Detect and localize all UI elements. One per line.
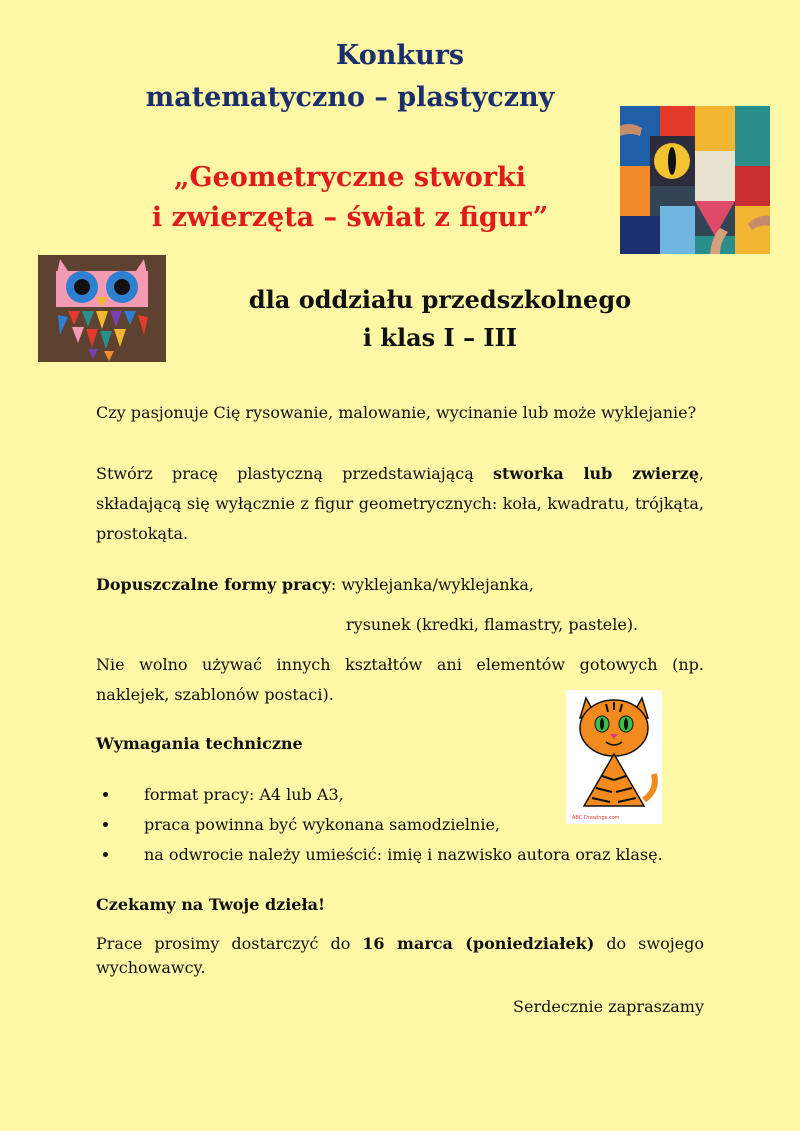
closing-waiting: Czekamy na Twoje dzieła!	[96, 895, 326, 914]
contest-title: Konkurs	[335, 40, 465, 71]
delivery-after: do swojego wychowawcy.	[96, 934, 704, 977]
forms-line	[96, 570, 704, 600]
forms-option1: : wyklejanka/wyklejanka,	[330, 575, 534, 594]
forms-label: Dopuszczalne formy pracy	[96, 575, 331, 594]
theme-title-line2: i zwierzęta – świat z figur”	[151, 202, 549, 233]
delivery-date: 16 marca (poniedziałek)	[362, 934, 595, 953]
audience-line2: i klas I – III	[362, 323, 518, 352]
requirements-title: Wymagania techniczne	[96, 734, 303, 753]
intro-task	[96, 459, 704, 549]
geometric-owl-image	[38, 255, 166, 362]
cat-caption: ABC Drawings.com	[572, 815, 620, 821]
theme-title-line1: „Geometryczne stworki	[173, 162, 526, 193]
restriction-text: Nie wolno używać innych kształtów ani elementów gotowych (np. naklejek, szablonów postaci).	[96, 655, 704, 704]
audience-line1: dla oddziału przedszkolnego	[248, 285, 632, 314]
forms-option2: rysunek (kredki, flamastry, pastele).	[346, 615, 639, 634]
intro-question: Czy pasjonuje Cię rysowanie, malowanie, wycinanie lub może wyklejanie?	[96, 403, 697, 422]
delivery-text	[96, 932, 704, 980]
requirement-item: • na odwrocie należy umieścić: imię i nazwisko autora oraz klasę.	[120, 840, 740, 870]
delivery-before: Prace prosimy dostarczyć do	[96, 934, 363, 953]
requirement-item: • format pracy: A4 lub A3,	[120, 780, 740, 810]
requirement-item: • praca powinna być wykonana samodzielnie,	[120, 810, 740, 840]
intro-task-bold: stworka lub zwierzę	[493, 464, 699, 483]
contest-subtitle: matematyczno – plastyczny	[145, 82, 555, 113]
requirements-list	[96, 780, 740, 870]
intro-task-before: Stwórz pracę plastyczną przedstawiającą	[96, 464, 494, 483]
closing-invite: Serdecznie zapraszamy	[513, 997, 704, 1016]
intro-task-after: , składającą się wyłącznie z figur geometrycznych: koła, kwadratu, trójkąta, prostokąta.	[96, 464, 705, 543]
mosaic-cat-image	[620, 106, 770, 254]
